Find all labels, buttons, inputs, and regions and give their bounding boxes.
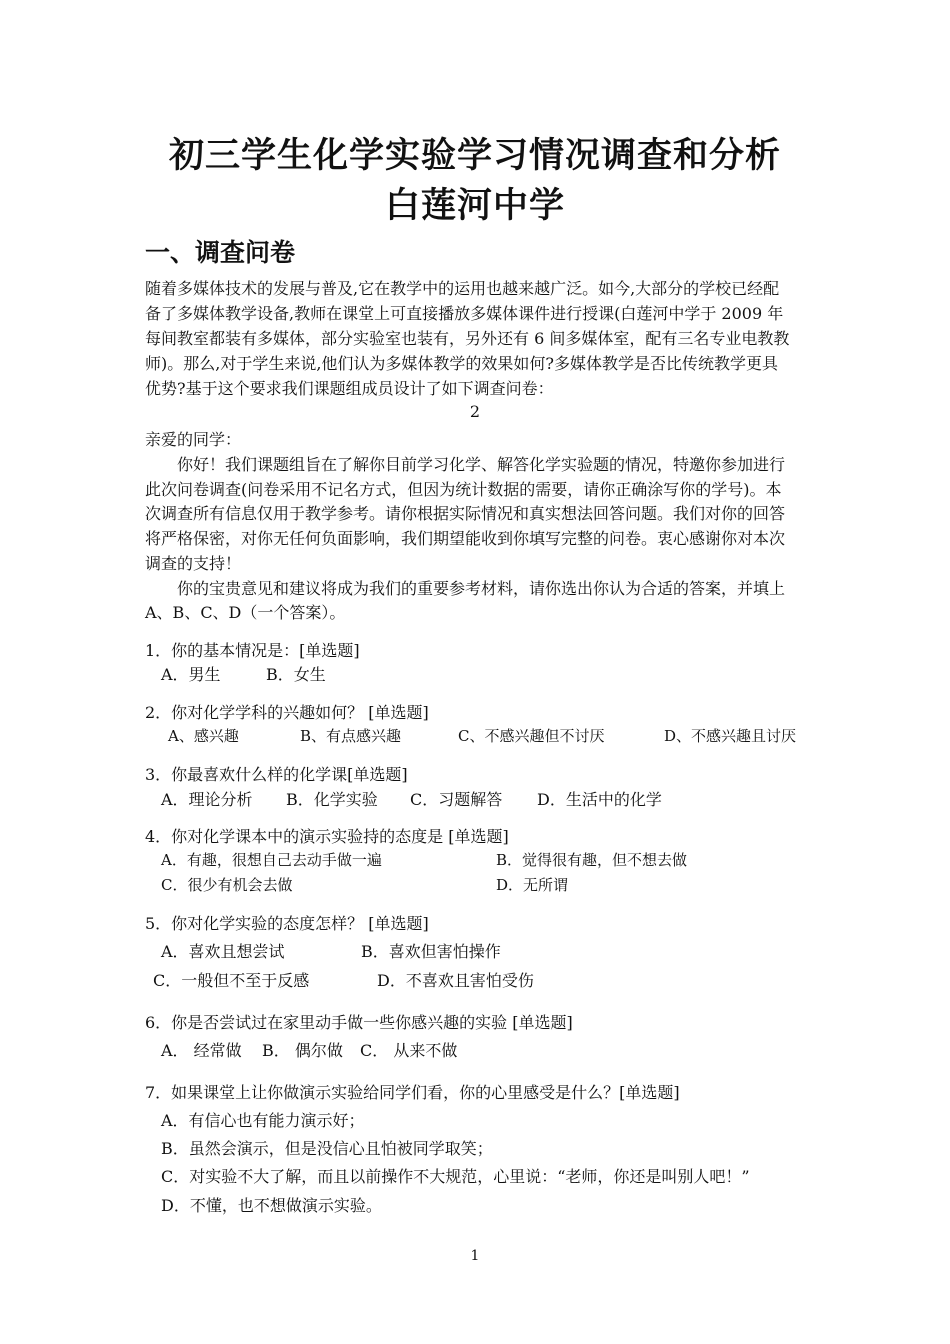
option-4a: A．有趣，很想自己去动手做一遍: [161, 851, 382, 869]
option-2a: A、感兴趣: [168, 727, 239, 745]
question-4: 4．你对化学课本中的演示实验持的态度是 [单选题]: [145, 827, 509, 846]
intro-line: 备了多媒体教学设备,教师在课堂上可直接播放多媒体课件进行授课(白莲河中学于 2009 年: [145, 304, 784, 323]
option-3d: D．生活中的化学: [537, 790, 662, 809]
option-3b: B．化学实验: [286, 790, 378, 809]
question-1: 1．你的基本情况是：[单选题]: [145, 641, 360, 660]
letter-line: 调查的支持！: [145, 554, 242, 573]
option-5c: C．一般但不至于反感: [153, 971, 310, 990]
option-4d: D．无所谓: [496, 876, 569, 894]
option-1a: A．男生: [161, 665, 221, 684]
option-2b: B、有点感兴趣: [300, 727, 402, 745]
greeting: 亲爱的同学：: [145, 430, 242, 449]
option-3c: C．习题解答: [410, 790, 503, 809]
section-heading: 一、调查问卷: [145, 238, 296, 267]
option-6b: B． 偶尔做: [262, 1041, 343, 1060]
page-number: 1: [470, 1248, 480, 1264]
option-2d: D、不感兴趣且讨厌: [664, 727, 797, 745]
option-3a: A．理论分析: [161, 790, 253, 809]
intro-line: 每间教室都装有多媒体，部分实验室也装有，另外还有 6 间多媒体室，配有三名专业电教教: [145, 329, 790, 348]
document-title: 初三学生化学实验学习情况调查和分析: [168, 136, 781, 176]
option-7d: D．不懂，也不想做演示实验。: [161, 1196, 382, 1215]
option-6c: C． 从来不做: [360, 1041, 458, 1060]
letter-line: 此次问卷调查(问卷采用不记名方式，但因为统计数据的需要，请你正确涂写你的学号)。本: [145, 480, 782, 499]
option-4b: B．觉得很有趣，但不想去做: [496, 851, 688, 869]
option-5d: D．不喜欢且害怕受伤: [377, 971, 534, 990]
option-5b: B．喜欢但害怕操作: [361, 942, 501, 961]
question-5: 5．你对化学实验的态度怎样？ [单选题]: [145, 914, 429, 933]
letter-line: 次调查所有信息仅用于教学参考。请你根据实际情况和真实想法回答问题。我们对你的回答: [145, 504, 786, 523]
option-7c: C．对实验不大了解，而且以前操作不大规范，心里说：“老师，你还是叫别人吧！”: [161, 1167, 750, 1186]
intro-line: 优势?基于这个要求我们课题组成员设计了如下调查问卷：: [145, 379, 554, 398]
option-5a: A．喜欢且想尝试: [161, 942, 285, 961]
question-2: 2．你对化学学科的兴趣如何？ [单选题]: [145, 703, 429, 722]
letter-line: 你的宝贵意见和建议将成为我们的重要参考材料，请你选出你认为合适的答案，并填上: [177, 579, 786, 598]
option-2c: C、不感兴趣但不讨厌: [458, 727, 605, 745]
letter-line: A、B、C、D（一个答案）。: [145, 603, 346, 622]
question-7: 7．如果课堂上让你做演示实验给同学们看，你的心里感受是什么？[单选题]: [145, 1083, 680, 1102]
option-7b: B．虽然会演示，但是没信心且怕被同学取笑；: [161, 1139, 493, 1158]
intro-line: 师)。那么,对于学生来说,他们认为多媒体教学的效果如何?多媒体教学是否比传统教学更具: [145, 354, 778, 373]
option-1b: B．女生: [266, 665, 326, 684]
letter-line: 你好！我们课题组旨在了解你目前学习化学、解答化学实验题的情况，特邀你参加进行: [177, 455, 786, 474]
question-3: 3．你最喜欢什么样的化学课[单选题]: [145, 765, 408, 784]
question-6: 6．你是否尝试过在家里动手做一些你感兴趣的实验 [单选题]: [145, 1013, 573, 1032]
intro-line: 随着多媒体技术的发展与普及,它在教学中的运用也越来越广泛。如今,大部分的学校已经配: [145, 279, 780, 298]
center-number: 2: [469, 402, 481, 421]
school-name: 白莲河中学: [384, 186, 565, 226]
option-4c: C．很少有机会去做: [161, 876, 293, 894]
option-7a: A．有信心也有能力演示好；: [161, 1111, 365, 1130]
option-6a: A． 经常做: [161, 1041, 242, 1060]
letter-line: 将严格保密，对你无任何负面影响，我们期望能收到你填写完整的问卷。衷心感谢你对本次: [145, 529, 786, 548]
